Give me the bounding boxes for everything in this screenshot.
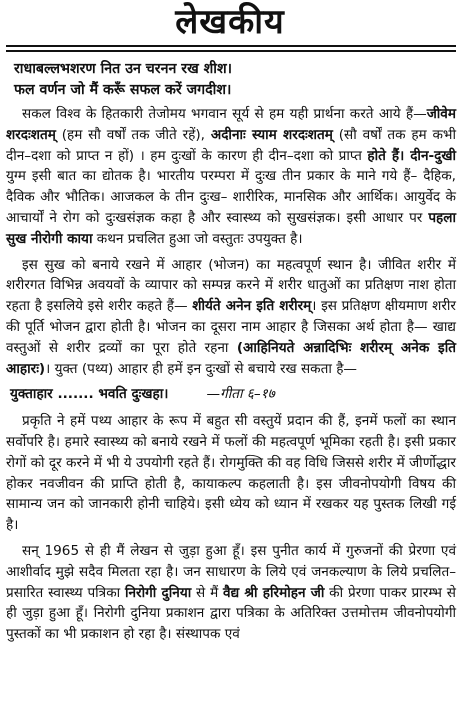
p2-text-3: । युक्त (पथ्य) आहार ही हमें इन दुःखों से बचाये रख सकता है— [45, 360, 358, 377]
p2-text-2: । इस प्रतिक्षण क्षीयमाण शरीर की पूर्ति भोजन द्वारा होती है। भोजन का दूसरा नाम आहार है जिसका अर्थ होता है— खाद्य वस्तुओं से शरीर द्रव्यों का पूरा होते रहना [6, 298, 456, 356]
p1-text-3: (सौ वर्षों तक हम कभी दीन–दशा को प्राप्त न हों) । हम दुःखों के कारण ही दीन–दशा को प्राप्त [6, 126, 457, 164]
gita-quote [6, 384, 456, 405]
page-title: लेखकीय [175, 2, 285, 42]
verse-line-1: राधाबल्लभशरण नित उन चरनन रख शीश। [14, 61, 232, 77]
p4-text-3: की प्रेरणा पाकर प्रारम्भ से ही जुड़ा हुआ हूँ। निरोगी दुनिया प्रकाशन द्वारा पत्रिका के अतिरिक्त उत्तमोत्तम जीवनोपयोगी पुस्तकों का भी प्रकाशन हो रहा है। संस्थापक एवं [6, 584, 456, 643]
title-rule-top [6, 45, 456, 47]
quote-text: युक्ताहार ....... भवति दुःखहा। [10, 386, 169, 403]
p1-text-5: कथन प्रचलित हुआ जो वस्तुतः उपयुक्त है। [92, 230, 303, 247]
p4-text-2: से मैं [191, 584, 224, 601]
quote-source: —गीता ६–१७ [206, 386, 275, 403]
p3-text-1: प्रकृति ने हमें पथ्य आहार के रूप में बहुत सी वस्तुयें प्रदान की हैं, इनमें फलों का स्थान सर्वोपरि है। हमारे स्वास्थ्य को बनाये रखने में फलों की महत्वपूर्ण भूमिका रहती है। इसी प्रकार रोगों को दूर करने में भी ये उपयोगी रहते हैं। रोगमुक्ति की वह विधि जिससे शरीर में जीर्णोद्धार होकर नवजीवन की प्राप्ति होती है, कायाकल्प कहलाती है। इस जीवनोपयोगी विषय की सामान्य जन को जानकारी होनी चाहिये। इसी ध्येय को ध्यान में रखकर यह पुस्तक लिखी गई है। [6, 413, 456, 534]
paragraph-2 [6, 255, 456, 380]
p4-text-1: सन् 1965 से ही मैं लेखन से जुड़ा हुआ हूँ। इस पुनीत कार्य में गुरुजनों की प्रेरणा एवं आशीर्वाद मुझे सदैव मिलता रहा है। जन साधारण के लिये एवं जनकल्याण के लिये प्रचलित–प्रसारित स्वास्थ्य पत्रिका [6, 542, 456, 601]
title-rule-bottom [6, 50, 456, 52]
p2-bold-1: शीर्यते अनेन इति शरीरम् [192, 298, 312, 315]
paragraph-1 [6, 104, 456, 250]
p2-text-1: इस सुख को बनाये रखने में आहार (भोजन) का महत्वपूर्ण स्थान है। जीवित शरीर में शरीरगत विभिन्न अवयवों के व्यापार को सम्पन्न करने में शरीर धातुओं का प्रतिक्षण नाश होता रहता है इसलिये इसे शरीर कहते हैं— [6, 256, 456, 315]
p1-text-2: (हम सौ वर्षों तक जीते रहें), [55, 126, 211, 143]
p4-bold-1: निरोगी दुनिया [124, 584, 192, 601]
p1-bold-2: अदीनाः स्याम शरदःशतम् [210, 126, 333, 143]
paragraph-4 [6, 541, 456, 645]
p1-text-4: युग्म इसी बात का द्योतक है। भारतीय परम्परा में दुःख तीन प्रकार के माने गये हैं– दैहिक, दैविक और भौतिक। आजकल के तीन दुःख– शारीरिक, मानसिक और आर्थिक। आयुर्वेद के आचार्यों ने रोग को दुःखसंज्ञक कहा है और स्वास्थ्य को सुखसंज्ञक। इसी आधार पर [6, 168, 456, 226]
paragraph-3 [6, 411, 456, 536]
body-text [6, 104, 456, 650]
p1-text-1: सकल विश्व के हितकारी तेजोमय भगवान सूर्य से हम यही प्रार्थना करते आये हैं— [22, 106, 427, 122]
p1-bold-4: पहला सुख नीरोगी काया [6, 209, 456, 247]
verse-line-2: फल वर्णन जो मैं करूँ सफल करें जगदीश। [14, 82, 232, 98]
p1-bold-3: होते हैं। दीन-दुखी [367, 147, 456, 164]
p4-bold-2: वैद्य श्री हरिमोहन जी [223, 584, 325, 601]
p1-bold-1: जीवेम शरदःशतम् [6, 106, 456, 143]
p2-bold-2: (आहिनियते अन्नादिभिः शरीरम् अनेक इति आहारः) [6, 339, 456, 377]
